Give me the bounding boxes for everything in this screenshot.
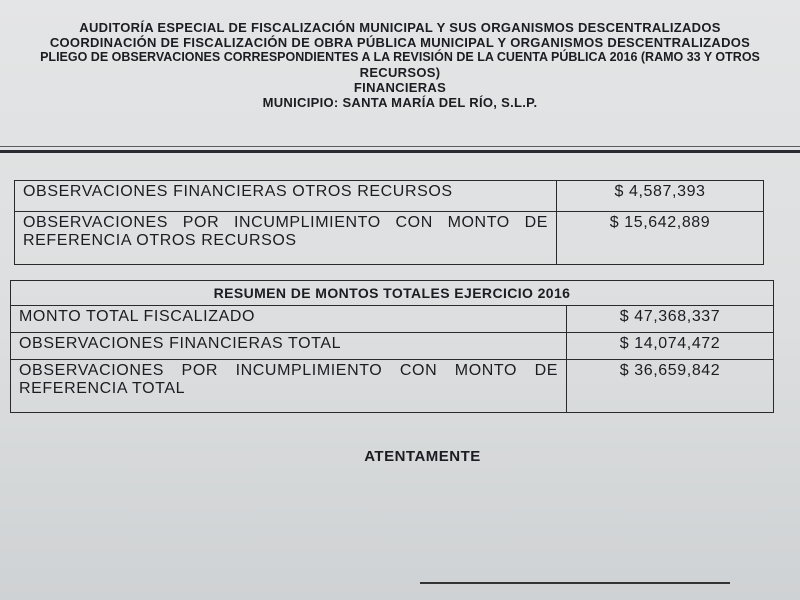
row-label: OBSERVACIONES POR INCUMPLIMIENTO CON MONTO DE REFERENCIA OTROS RECURSOS (15, 212, 557, 265)
table-row (15, 181, 764, 212)
row-label: OBSERVACIONES POR INCUMPLIMIENTO CON MONTO DE REFERENCIA TOTAL (11, 360, 567, 413)
table-title: RESUMEN DE MONTOS TOTALES EJERCICIO 2016 (11, 281, 774, 306)
closing-text: ATENTAMENTE (364, 448, 481, 465)
row-amount: $ 15,642,889 (557, 212, 764, 265)
header-line-6: MUNICIPIO: SANTA MARÍA DEL RÍO, S.L.P. (262, 95, 538, 110)
row-amount: $ 4,587,393 (557, 181, 764, 212)
document-header (0, 20, 800, 110)
row-amount: $ 47,368,337 (567, 306, 774, 333)
header-line-2: COORDINACIÓN DE FISCALIZACIÓN DE OBRA PÚBLICA MUNICIPAL Y ORGANISMOS DESCENTRALIZADOS (49, 35, 751, 50)
row-label: OBSERVACIONES FINANCIERAS TOTAL (11, 333, 567, 360)
header-divider (0, 150, 800, 153)
table-title-row (11, 281, 774, 306)
header-line-3: PLIEGO DE OBSERVACIONES CORRESPONDIENTES A LA REVISIÓN DE LA CUENTA PÚBLICA 2016 (RAMO 33 Y OTROS (40, 50, 760, 64)
header-line-5: FINANCIERAS (353, 80, 447, 95)
table-row (11, 333, 774, 360)
table-row (15, 212, 764, 265)
signature-line (420, 582, 730, 584)
row-label: MONTO TOTAL FISCALIZADO (11, 306, 567, 333)
summary-totals-table (10, 280, 774, 413)
row-label: OBSERVACIONES FINANCIERAS OTROS RECURSOS (15, 181, 557, 212)
row-amount: $ 14,074,472 (567, 333, 774, 360)
row-amount: $ 36,659,842 (567, 360, 774, 413)
header-line-1: AUDITORÍA ESPECIAL DE FISCALIZACIÓN MUNICIPAL Y SUS ORGANISMOS DESCENTRALIZADOS (79, 20, 721, 35)
header-line-4: RECURSOS) (359, 65, 441, 80)
other-resources-table (14, 180, 764, 265)
header-divider-thin (0, 146, 800, 147)
table-row (11, 306, 774, 333)
table-row (11, 360, 774, 413)
